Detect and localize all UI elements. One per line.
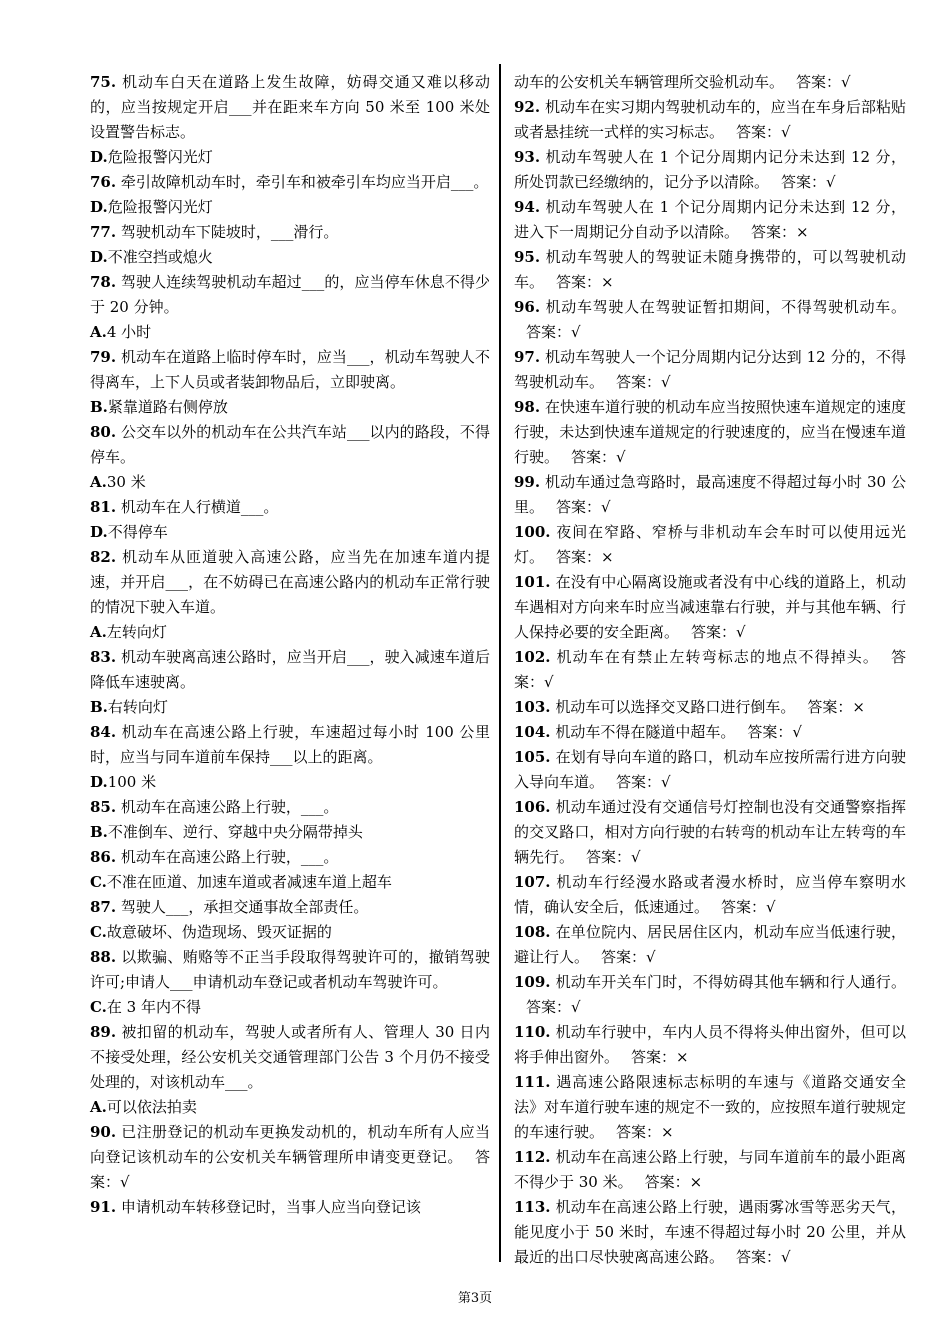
answer-mark: √ <box>646 948 656 966</box>
statement-item <box>514 920 906 970</box>
question-number: 105. <box>514 748 551 766</box>
question-number: 110. <box>514 1023 551 1041</box>
question-text: 机动车驾驶人在 1 个记分周期内记分未达到 12 分，进入下一周期记分自动予以清除。 <box>514 198 906 241</box>
answer-text: 危险报警闪光灯 <box>107 148 213 166</box>
question-text: 机动车从匝道驶入高速公路，应当先在加速车道内提速，并开启___，在不妨碍已在高速公路内的机动车正常行驶的情况下驶入车道。 <box>90 548 490 616</box>
question-number: 82. <box>90 548 117 566</box>
question-text: 机动车在人行横道___。 <box>120 498 279 516</box>
answer-mark: √ <box>826 173 836 191</box>
answer-text: 4 小时 <box>106 323 152 341</box>
answer-mark: √ <box>120 1173 130 1191</box>
answer-text: 可以依法拍卖 <box>106 1098 197 1116</box>
answer-label: 答案： <box>526 998 572 1016</box>
question-number: 103. <box>514 698 551 716</box>
question-text: 机动车驾驶人一个记分周期内记分达到 12 分的，不得驾驶机动车。 <box>514 348 906 391</box>
answer-text: 危险报警闪光灯 <box>107 198 213 216</box>
answer-text: 故意破坏、伪造现场、毁灭证据的 <box>106 923 332 941</box>
answer-text: 30 米 <box>106 473 146 491</box>
question-number: 113. <box>514 1198 551 1216</box>
question-text: 在没有中心隔离设施或者没有中心线的道路上，机动车遇相对方向来车时应当减速靠右行驶，并与其他车辆、行人保持必要的安全距离。 <box>514 573 906 641</box>
question-item <box>90 170 490 195</box>
question-text: 已注册登记的机动车更换发动机的，机动车所有人应当向登记该机动车的公安机关车辆管理所申请变更登记。 <box>90 1123 490 1166</box>
question-text: 机动车行驶中，车内人员不得将头伸出窗外，但可以将手伸出窗外。 <box>514 1023 906 1066</box>
answer-choice <box>90 195 490 220</box>
question-number: 101. <box>514 573 551 591</box>
answer-label: 答案： <box>747 723 793 741</box>
answer-label: 答案： <box>601 948 647 966</box>
question-text: 机动车行经漫水路或者漫水桥时，应当停车察明水情，确认安全后，低速通过。 <box>514 873 906 916</box>
answer-letter: D. <box>90 248 108 266</box>
question-text: 机动车通过没有交通信号灯控制也没有交通警察指挥的交叉路口，相对方向行驶的右转弯的机动车让左转弯的车辆先行。 <box>514 798 906 866</box>
answer-mark: √ <box>736 623 746 641</box>
question-number: 88. <box>90 948 117 966</box>
answer-label: 答案： <box>571 448 617 466</box>
answer-label: 答案： <box>514 648 906 691</box>
answer-choice <box>90 145 490 170</box>
answer-label: 答案： <box>90 1148 490 1191</box>
statement-item <box>514 745 906 795</box>
answer-choice <box>90 395 490 420</box>
answer-text: 右转向灯 <box>107 698 168 716</box>
question-text: 机动车在道路上临时停车时，应当___，机动车驾驶人不得离车，上下人员或者装卸物品后，立即驶离。 <box>90 348 490 391</box>
statement-item <box>514 520 906 570</box>
answer-choice <box>90 695 490 720</box>
question-number: 84. <box>90 723 117 741</box>
question-text: 机动车在有禁止左转弯标志的地点不得掉头。 <box>556 648 879 666</box>
page-number: 第3页 <box>457 1291 493 1306</box>
question-item <box>90 1195 490 1220</box>
answer-mark: × <box>796 223 809 241</box>
answer-letter: D. <box>90 773 108 791</box>
question-item <box>90 895 490 920</box>
answer-mark: √ <box>792 723 802 741</box>
left-column <box>90 70 490 1220</box>
statement-item <box>514 345 906 395</box>
question-item <box>90 270 490 320</box>
statement-item <box>514 570 906 645</box>
question-text: 驾驶人连续驾驶机动车超过___的，应当停车休息不得少于 20 分钟。 <box>90 273 490 316</box>
answer-choice <box>90 920 490 945</box>
answer-mark: √ <box>661 773 671 791</box>
question-number: 81. <box>90 498 117 516</box>
answer-mark: √ <box>781 123 791 141</box>
answer-mark: √ <box>544 673 554 691</box>
answer-letter: A. <box>90 1098 107 1116</box>
answer-label: 答案： <box>556 498 602 516</box>
answer-letter: B. <box>90 398 108 416</box>
answer-choice <box>90 520 490 545</box>
answer-mark: × <box>852 698 865 716</box>
question-text: 驾驶机动车下陡坡时，___滑行。 <box>120 223 339 241</box>
question-number: 79. <box>90 348 117 366</box>
answer-mark: √ <box>631 848 641 866</box>
question-text: 机动车在高速公路上行驶，___。 <box>120 848 339 866</box>
question-text: 夜间在窄路、窄桥与非机动车会车时可以使用远光灯。 <box>514 523 906 566</box>
question-item <box>90 945 490 995</box>
question-item <box>90 720 490 770</box>
answer-mark: × <box>601 548 614 566</box>
statement-item <box>514 1020 906 1070</box>
statement-item <box>514 870 906 920</box>
question-number: 94. <box>514 198 541 216</box>
statement-item <box>514 295 906 345</box>
question-number: 112. <box>514 1148 551 1166</box>
answer-mark: √ <box>841 73 851 91</box>
answer-letter: C. <box>90 998 107 1016</box>
answer-label: 答案： <box>616 1123 662 1141</box>
question-item <box>90 1020 490 1095</box>
answer-label: 答案： <box>526 323 572 341</box>
answer-label: 答案： <box>691 623 737 641</box>
answer-label: 答案： <box>736 1248 782 1266</box>
question-item <box>90 220 490 245</box>
statement-item <box>514 195 906 245</box>
question-text: 牵引故障机动车时，牵引车和被牵引车均应当开启___。 <box>120 173 489 191</box>
question-item <box>90 645 490 695</box>
question-text: 以欺骗、贿赂等不正当手段取得驾驶许可的，撤销驾驶许可;申请人___申请机动车登记或者机动车驾驶许可。 <box>90 948 490 991</box>
question-text: 公交车以外的机动车在公共汽车站___以内的路段，不得停车。 <box>90 423 490 466</box>
question-item <box>90 545 490 620</box>
question-number: 86. <box>90 848 117 866</box>
question-number: 83. <box>90 648 117 666</box>
question-text: 在划有导向车道的路口，机动车应按所需行进方向驶入导向车道。 <box>514 748 906 791</box>
answer-letter: A. <box>90 623 107 641</box>
statement-item <box>514 645 906 695</box>
statement-item <box>514 470 906 520</box>
answer-letter: B. <box>90 698 108 716</box>
answer-letter: D. <box>90 198 108 216</box>
answer-choice <box>90 320 490 345</box>
question-number: 89. <box>90 1023 117 1041</box>
answer-letter: C. <box>90 923 107 941</box>
statement-item <box>514 695 906 720</box>
answer-label: 答案： <box>807 698 853 716</box>
question-number: 76. <box>90 173 117 191</box>
question-item <box>90 345 490 395</box>
answer-label: 答案： <box>644 1173 690 1191</box>
answer-letter: C. <box>90 873 107 891</box>
question-text: 机动车开关车门时，不得妨碍其他车辆和行人通行。 <box>555 973 906 991</box>
answer-mark: √ <box>571 323 581 341</box>
question-number: 95. <box>514 248 541 266</box>
question-number: 85. <box>90 798 117 816</box>
question-item <box>90 420 490 470</box>
answer-letter: A. <box>90 473 107 491</box>
answer-mark: √ <box>766 898 776 916</box>
question-number: 104. <box>514 723 551 741</box>
answer-label: 答案： <box>796 73 842 91</box>
answer-label: 答案： <box>586 848 632 866</box>
question-number: 90. <box>90 1123 117 1141</box>
answer-label: 答案： <box>751 223 797 241</box>
answer-text: 100 米 <box>107 773 157 791</box>
statement-item <box>514 70 906 95</box>
question-text: 机动车驾驶人在 1 个记分周期内记分未达到 12 分，所处罚款已经缴纳的，记分予以清除。 <box>514 148 906 191</box>
question-text: 机动车在高速公路上行驶，遇雨雾冰雪等恶劣天气，能见度小于 50 米时，车速不得超过每小时 20 公里，并从最近的出口尽快驶离高速公路。 <box>514 1198 906 1266</box>
question-text: 机动车驾驶人在驾驶证暂扣期间，不得驾驶机动车。 <box>545 298 906 316</box>
statement-item <box>514 245 906 295</box>
answer-mark: × <box>676 1048 689 1066</box>
answer-text: 不准在匝道、加速车道或者减速车道上超车 <box>106 873 392 891</box>
answer-label: 答案： <box>556 548 602 566</box>
answer-text: 不得停车 <box>107 523 168 541</box>
question-number: 111. <box>514 1073 551 1091</box>
statement-item <box>514 1070 906 1145</box>
column-divider <box>499 64 501 1262</box>
question-text: 机动车可以选择交叉路口进行倒车。 <box>555 698 796 716</box>
answer-mark: × <box>601 273 614 291</box>
answer-choice <box>90 620 490 645</box>
question-text: 在单位院内、居民居住区内，机动车应当低速行驶，避让行人。 <box>514 923 906 966</box>
answer-label: 答案： <box>556 273 602 291</box>
statement-item <box>514 970 906 1020</box>
statement-item <box>514 1145 906 1195</box>
question-text: 机动车驾驶人的驾驶证未随身携带的，可以驾驶机动车。 <box>514 248 906 291</box>
answer-text: 左转向灯 <box>106 623 167 641</box>
question-item <box>90 70 490 145</box>
question-number: 106. <box>514 798 551 816</box>
question-number: 98. <box>514 398 541 416</box>
question-text: 机动车在高速公路上行驶，车速超过每小时 100 公里时，应当与同车道前车保持___以上的距离。 <box>90 723 490 766</box>
answer-choice <box>90 870 490 895</box>
question-text: 机动车在实习期内驾驶机动车的，应当在车身后部粘贴或者悬挂统一式样的实习标志。 <box>514 98 906 141</box>
answer-mark: √ <box>661 373 671 391</box>
answer-label: 答案： <box>736 123 782 141</box>
answer-label: 答案： <box>631 1048 677 1066</box>
question-number: 100. <box>514 523 551 541</box>
question-item <box>90 845 490 870</box>
question-text: 机动车在高速公路上行驶，___。 <box>120 798 339 816</box>
statement-item <box>514 145 906 195</box>
answer-label: 答案： <box>616 373 662 391</box>
answer-mark: × <box>661 1123 674 1141</box>
statement-item <box>514 95 906 145</box>
answer-text: 紧靠道路右侧停放 <box>107 398 228 416</box>
question-text: 被扣留的机动车，驾驶人或者所有人、管理人 30 日内不接受处理，经公安机关交通管理部门公告 3 个月仍不接受处理的，对该机动车___。 <box>90 1023 490 1091</box>
statement-item <box>514 720 906 745</box>
right-column <box>514 70 906 1270</box>
question-number: 77. <box>90 223 117 241</box>
question-number: 78. <box>90 273 117 291</box>
answer-choice <box>90 245 490 270</box>
question-text: 动车的公安机关车辆管理所交验机动车。 <box>514 73 785 91</box>
question-number: 102. <box>514 648 551 666</box>
question-item <box>90 1120 490 1195</box>
answer-choice <box>90 770 490 795</box>
answer-mark: √ <box>601 498 611 516</box>
answer-choice <box>90 820 490 845</box>
question-number: 93. <box>514 148 541 166</box>
question-number: 108. <box>514 923 551 941</box>
question-number: 96. <box>514 298 541 316</box>
question-number: 109. <box>514 973 551 991</box>
question-number: 107. <box>514 873 551 891</box>
answer-letter: D. <box>90 523 108 541</box>
answer-mark: × <box>689 1173 703 1191</box>
question-item <box>90 495 490 520</box>
question-number: 80. <box>90 423 117 441</box>
answer-letter: D. <box>90 148 108 166</box>
answer-label: 答案： <box>721 898 767 916</box>
answer-letter: A. <box>90 323 107 341</box>
question-text: 机动车通过急弯路时，最高速度不得超过每小时 30 公里。 <box>514 473 906 516</box>
answer-choice <box>90 1095 490 1120</box>
answer-label: 答案： <box>781 173 827 191</box>
question-text: 在快速车道行驶的机动车应当按照快速车道规定的速度行驶，未达到快速车道规定的行驶速度的，应当在慢速车道行驶。 <box>514 398 906 466</box>
question-number: 97. <box>514 348 541 366</box>
question-text: 机动车驶离高速公路时，应当开启___，驶入减速车道后降低车速驶离。 <box>90 648 490 691</box>
statement-item <box>514 395 906 470</box>
answer-mark: √ <box>616 448 626 466</box>
question-number: 75. <box>90 73 117 91</box>
question-text: 机动车在高速公路上行驶，与同车道前车的最小距离不得少于 30 米。 <box>514 1148 906 1191</box>
answer-mark: √ <box>571 998 581 1016</box>
question-number: 87. <box>90 898 117 916</box>
answer-text: 不准倒车、逆行、穿越中央分隔带掉头 <box>107 823 363 841</box>
answer-text: 不准空挡或熄火 <box>107 248 213 266</box>
question-number: 92. <box>514 98 541 116</box>
answer-letter: B. <box>90 823 108 841</box>
statement-item <box>514 795 906 870</box>
question-number: 99. <box>514 473 541 491</box>
answer-choice <box>90 995 490 1020</box>
statement-item <box>514 1195 906 1270</box>
question-text: 遇高速公路限速标志标明的车速与《道路交通安全法》对车道行驶车速的规定不一致的，应按照车道行驶规定的车速行驶。 <box>514 1073 906 1141</box>
question-text: 驾驶人___，承担交通事故全部责任。 <box>120 898 369 916</box>
answer-choice <box>90 470 490 495</box>
question-number: 91. <box>90 1198 117 1216</box>
answer-mark: √ <box>781 1248 791 1266</box>
answer-label: 答案： <box>616 773 662 791</box>
question-text: 机动车白天在道路上发生故障，妨碍交通又难以移动的，应当按规定开启___并在距来车方向 50 米至 100 米处设置警告标志。 <box>90 73 490 141</box>
question-text: 申请机动车转移登记时，当事人应当向登记该 <box>120 1198 421 1216</box>
question-item <box>90 795 490 820</box>
answer-text: 在 3 年内不得 <box>106 998 201 1016</box>
question-text: 机动车不得在隧道中超车。 <box>555 723 736 741</box>
